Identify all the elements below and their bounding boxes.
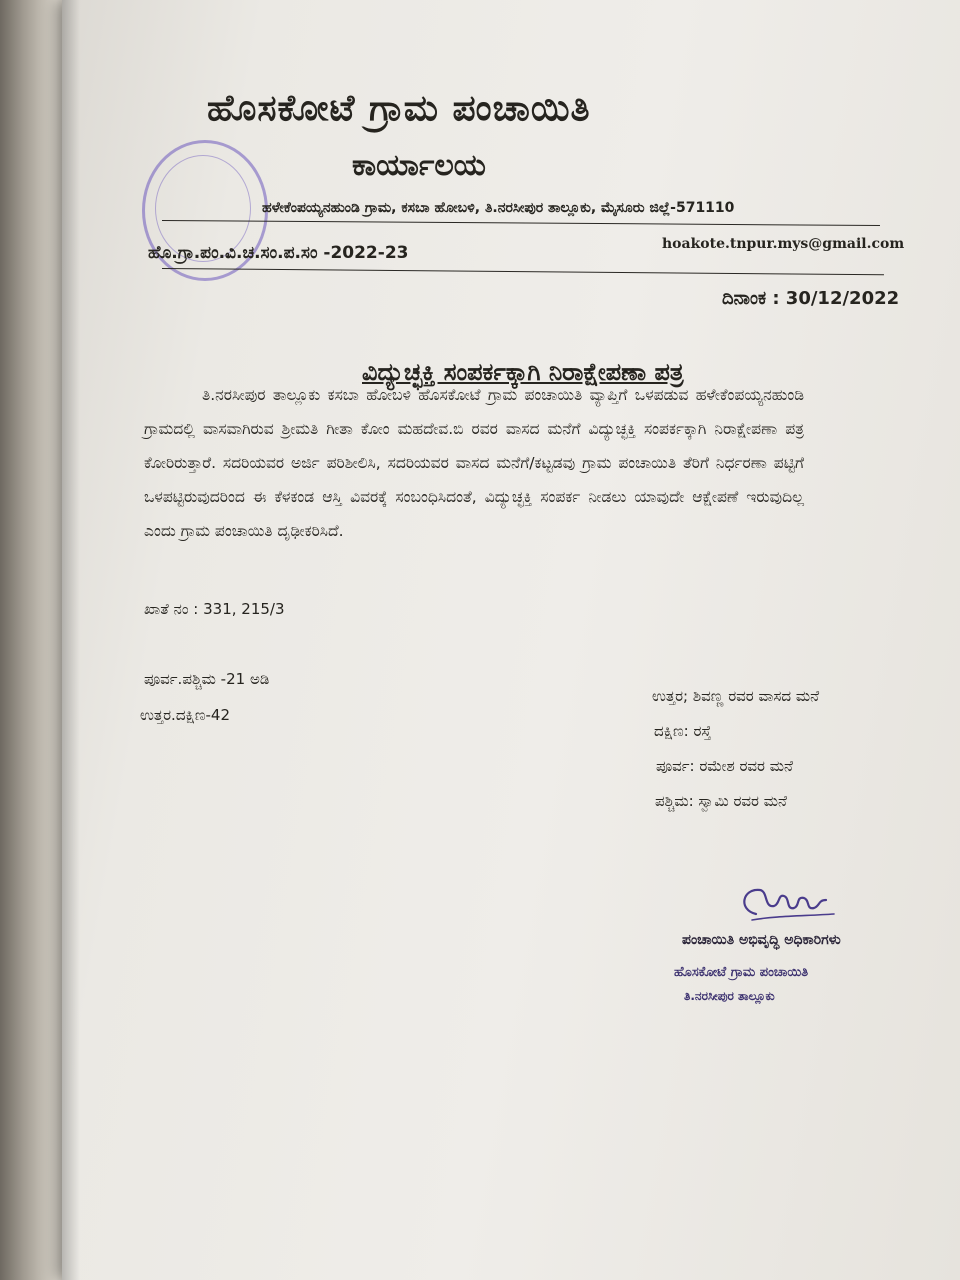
- office-title: ಕಾರ್ಯಾಲಯ: [352, 148, 486, 183]
- signatory-panchayat: ಹೊಸಕೋಟೆ ಗ್ರಾಮ ಪಂಚಾಯಿತಿ: [674, 965, 809, 980]
- office-email: hoakote.tnpur.mys@gmail.com: [662, 236, 905, 252]
- signatory-designation: ಪಂಚಾಯಿತಿ ಅಭಿವೃದ್ಧಿ ಅಧಿಕಾರಿಗಳು: [682, 932, 841, 948]
- reference-number: ಹೊ.ಗ್ರಾ.ಪಂ.ವಿ.ಚ.ಸಂ.ಪ.ಸಂ -2022-23: [148, 243, 409, 263]
- letter-body: ತಿ.ನರಸೀಪುರ ತಾಲ್ಲೂಕು ಕಸಬಾ ಹೋಬಳಿ ಹೊಸಕೋಟೆ ಗ್ರಾಮ ಪಂಚಾಯಿತಿ ವ್ಯಾಪ್ತಿಗೆ ಒಳಪಡುವ ಹಳೇಕೆಂಪಯ್ಯನಹುಂಡಿ ಗ್ರಾಮದಲ್ಲಿ ವಾಸವಾಗಿರುವ ಶ್ರೀಮತಿ ಗೀತಾ ಕೋಂ ಮಹದೇವ.ಬಿ ರವರ ವಾಸದ ಮನೆಗೆ ವಿದ್ಯುಚ್ಛಕ್ತಿ ಸಂಪರ್ಕಕ್ಕಾಗಿ ನಿರಾಕ್ಷೇಪಣಾ ಪತ್ರ ಕೋರಿರುತ್ತಾರೆ. ಸದರಿಯವರ ಅರ್ಜಿ ಪರಿಶೀಲಿಸಿ, ಸದರಿಯವರ ವಾಸದ ಮನೆಗೆ/ಕಟ್ಟಡವು ಗ್ರಾಮ ಪಂಚಾಯಿತಿ ತೆರಿಗೆ ನಿರ್ಧರಣಾ ಪಟ್ಟಿಗೆ ಒಳಪಟ್ಟಿರುವುದರಿಂದ ಈ ಕೆಳಕಂಡ ಆಸ್ತಿ ವಿವರಕ್ಕೆ ಸಂಬಂಧಿಸಿದಂತೆ, ವಿದ್ಯುಚ್ಛಕ್ತಿ ಸಂಪರ್ಕ ನೀಡಲು ಯಾವುದೇ ಆಕ್ಷೇಪಣೆ ಇರುವುದಿಲ್ಲ ಎಂದು ಗ್ರಾಮ ಪಂಚಾಯಿತಿ ದೃಢೀಕರಿಸಿದೆ.: [144, 386, 804, 540]
- document-page: [62, 0, 960, 1280]
- officer-signature: [734, 880, 854, 932]
- letter-date: ದಿನಾಂಕ : 30/12/2022: [722, 288, 900, 309]
- signatory-taluk: ತಿ.ನರಸೀಪುರ ತಾಲ್ಲೂಕು: [684, 989, 775, 1003]
- boundary-south: ದಕ್ಷಿಣ: ರಸ್ತೆ: [654, 722, 712, 740]
- boundary-west: ಪಶ್ಚಿಮ: ಸ್ವಾಮಿ ರವರ ಮನೆ: [655, 792, 787, 810]
- khata-number: ಖಾತೆ ನಂ : 331, 215/3: [144, 600, 285, 618]
- header-rule-bottom: [162, 268, 884, 275]
- office-address: ಹಳೇಕೆಂಪಯ್ಯನಹುಂಡಿ ಗ್ರಾಮ, ಕಸಬಾ ಹೋಬಳಿ, ತಿ.ನರಸೀಪುರ ತಾಲ್ಲೂಕು, ಮೈಸೂರು ಜಿಲ್ಲೆ-571110: [262, 200, 735, 216]
- header-rule-top: [162, 220, 880, 226]
- dimension-east-west: ಪೂರ್ವ.ಪಶ್ಚಿಮ -21 ಅಡಿ: [144, 670, 270, 688]
- letter-subject: ವಿದ್ಯುಚ್ಛಕ್ತಿ ಸಂಪರ್ಕಕ್ಕಾಗಿ ನಿರಾಕ್ಷೇಪಣಾ ಪತ್ರ: [362, 358, 684, 386]
- panchayat-title: ಹೊಸಕೋಟೆ ಗ್ರಾಮ ಪಂಚಾಯಿತಿ: [207, 88, 591, 129]
- dimension-north-south: ಉತ್ತರ.ದಕ್ಷಿಣ-42: [140, 706, 230, 724]
- page-fold-shadow: [62, 0, 80, 1280]
- boundary-north: ಉತ್ತರ; ಶಿವಣ್ಣ ರವರ ವಾಸದ ಮನೆ: [652, 687, 820, 705]
- boundary-east: ಪೂರ್ವ: ರಮೇಶ ರವರ ಮನೆ: [656, 757, 793, 775]
